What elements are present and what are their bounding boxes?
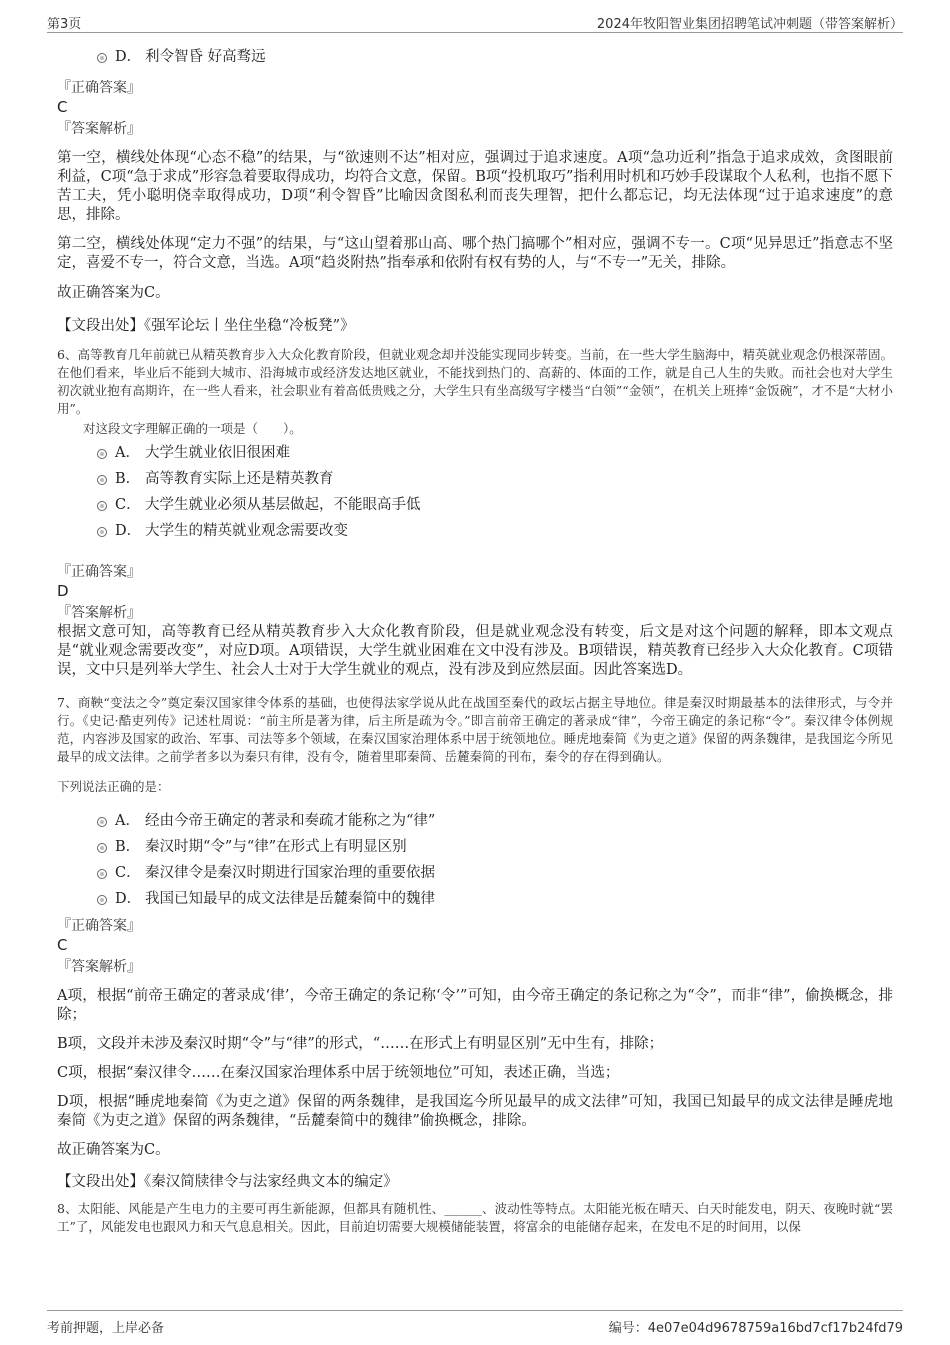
analysis-paragraph: A项，根据“前帝王确定的著录成‘律’，今帝王确定的条记称‘令’”可知，由今帝王确定的条记称之为“令”，而非“律”，偷换概念，排除； (57, 988, 893, 1023)
option-c[interactable]: C． 秦汉律令是秦汉时期进行国家治理的重要依据 (57, 860, 893, 886)
option-d[interactable]: D． 大学生的精英就业观念需要改变 (57, 518, 893, 544)
answer-label: 『正确答案』 (57, 80, 141, 96)
radio-icon[interactable] (97, 449, 107, 459)
question-6-prompt: 对这段文字理解正确的一项是（ ）。 (83, 421, 302, 436)
analysis-conclusion: 故正确答案为C。 (57, 285, 170, 301)
source-citation: 【文段出处】《秦汉简牍律令与法家经典文本的编定》 (57, 1174, 398, 1190)
document-serial: 编号：4e07e04d9678759a16bd7cf17b24fd79 (608, 1321, 903, 1336)
page-footer (47, 1310, 903, 1335)
analysis-paragraph: 根据文意可知，高等教育已经从精英教育步入大众化教育阶段，但是就业观念没有转变，后文是对这个问题的解释，即本文观点是“就业观念需要改变”，对应D项。A项错误，大学生就业困难在文中没有涉及。B项错误，精英教育已经步入大众化教育。C项错误，文中只是列举大学生、社会人士对于大学生就业的观点，没有涉及到应然层面。因此答案选D。 (57, 624, 893, 678)
footer-motto: 考前押题，上岸必备 (47, 1321, 165, 1336)
analysis-paragraph: 第一空，横线处体现“心态不稳”的结果，与“欲速则不达”相对应，强调过于追求速度。A项“急功近利”指急于追求成效，贪图眼前利益，C项“急于求成”形容急着要取得成功，均符合文意，保留。B项“投机取巧”指利用时机和巧妙手段谋取个人私利，也指不愿下苦工夫，凭小聪明侥幸取得成功，D项“利令智昏”比喻因贪图私利而丧失理智，把什么都忘记，均无法体现“过于追求速度”的意思，排除。 (57, 150, 893, 223)
analysis-label: 『答案解析』 (57, 121, 141, 137)
option-d[interactable]: D． 我国已知最早的成文法律是岳麓秦简中的魏律 (57, 886, 893, 912)
page-header (47, 10, 903, 33)
radio-icon[interactable] (97, 527, 107, 537)
question-7-prompt: 下列说法正确的是： (57, 779, 170, 794)
radio-icon[interactable] (97, 817, 107, 827)
radio-icon[interactable] (97, 475, 107, 485)
answer-label: 『正确答案』 (57, 918, 141, 934)
analysis-paragraph: C项，根据“秦汉律令……在秦汉国家治理体系中居于统领地位”可知，表述正确，当选； (57, 1065, 620, 1081)
option-a[interactable]: A． 经由今帝王确定的著录和奏疏才能称之为“律” (57, 808, 893, 834)
page-number: 第3页 (47, 17, 82, 32)
option-b[interactable]: B． 高等教育实际上还是精英教育 (57, 466, 893, 492)
option-d[interactable]: D． 利令智昏 好高骛远 (57, 44, 893, 70)
option-a[interactable]: A． 大学生就业依旧很困难 (57, 440, 893, 466)
option-c[interactable]: C． 大学生就业必须从基层做起，不能眼高手低 (57, 492, 893, 518)
source-citation: 【文段出处】《强军论坛丨坐住坐稳“冷板凳”》 (57, 318, 355, 334)
document-body (57, 40, 893, 1236)
correct-answer: C (57, 98, 68, 116)
question-7-options (57, 808, 893, 912)
document-title: 2024年牧阳智业集团招聘笔试冲刺题（带答案解析） (596, 17, 903, 32)
analysis-label: 『答案解析』 (57, 605, 141, 621)
analysis-paragraph: 第二空，横线处体现“定力不强”的结果，与“这山望着那山高、哪个热门搞哪个”相对应，强调不专一。C项“见异思迁”指意志不坚定，喜爱不专一，符合文意，当选。A项“趋炎附热”指奉承和依附有权有势的人，与“不专一”无关，排除。 (57, 236, 893, 271)
analysis-label: 『答案解析』 (57, 959, 141, 975)
question-8-text: 8、太阳能、风能是产生电力的主要可再生新能源，但都具有随机性、______、波动性等特点。太阳能光板在晴天、白天时能发电，阴天、夜晚时就“罢工”了，风能发电也跟风力和天气息息相关。因此，目前迫切需要大规模储能装置，将富余的电能储存起来，在发电不足的时间用，以保 (57, 1201, 893, 1234)
question-7-text: 7、商鞅“变法之令”奠定秦汉国家律令体系的基础，也使得法家学说从此在战国至秦代的政坛占据主导地位。律是秦汉时期最基本的法律形式，与令并行。《史记·酷吏列传》记述杜周说：“前主所是著为律，后主所是疏为令。”即言前帝王确定的著录成“律”，今帝王确定的条记称“令”。秦汉律令体例规范，内容涉及国家的政治、军事、司法等多个领域，在秦汉国家治理体系中居于统领地位。睡虎地秦简《为吏之道》保留的两条魏律，是我国迄今所见最早的成文法律。之前学者多以为秦只有律，没有令，随着里耶秦简、岳麓秦简的刊布，秦令的存在得到确认。 (57, 695, 893, 764)
option-b[interactable]: B． 秦汉时期“令”与“律”在形式上有明显区别 (57, 834, 893, 860)
analysis-paragraph: D项，根据“睡虎地秦简《为吏之道》保留的两条魏律，是我国迄今所见最早的成文法律”可知，我国已知最早的成文法律是睡虎地秦简《为吏之道》保留的两条魏律，“岳麓秦简中的魏律”偷换概念，排除。 (57, 1094, 893, 1129)
answer-label: 『正确答案』 (57, 564, 141, 580)
radio-icon[interactable] (97, 53, 107, 63)
question-6-options (57, 440, 893, 544)
analysis-paragraph: B项，文段并未涉及秦汉时期“令”与“律”的形式，“……在形式上有明显区别”无中生有，排除； (57, 1036, 664, 1052)
analysis-conclusion: 故正确答案为C。 (57, 1142, 170, 1158)
radio-icon[interactable] (97, 843, 107, 853)
correct-answer: D (57, 582, 69, 600)
radio-icon[interactable] (97, 869, 107, 879)
radio-icon[interactable] (97, 501, 107, 511)
question-6-text: 6、高等教育几年前就已从精英教育步入大众化教育阶段，但就业观念却并没能实现同步转变。当前，在一些大学生脑海中，精英就业观念仍根深蒂固。在他们看来，毕业后不能到大城市、沿海城市或经济发达地区就业，不能找到热门的、高薪的、体面的工作，就是自己人生的失败。而社会也对大学生初次就业抱有高期许，在一些人看来，社会职业有着高低贵贱之分，大学生只有坐高级写字楼当“白领”“金领”，在机关上班捧“金饭碗”，才不是“大材小用”。 (57, 347, 893, 416)
radio-icon[interactable] (97, 895, 107, 905)
correct-answer: C (57, 936, 68, 954)
